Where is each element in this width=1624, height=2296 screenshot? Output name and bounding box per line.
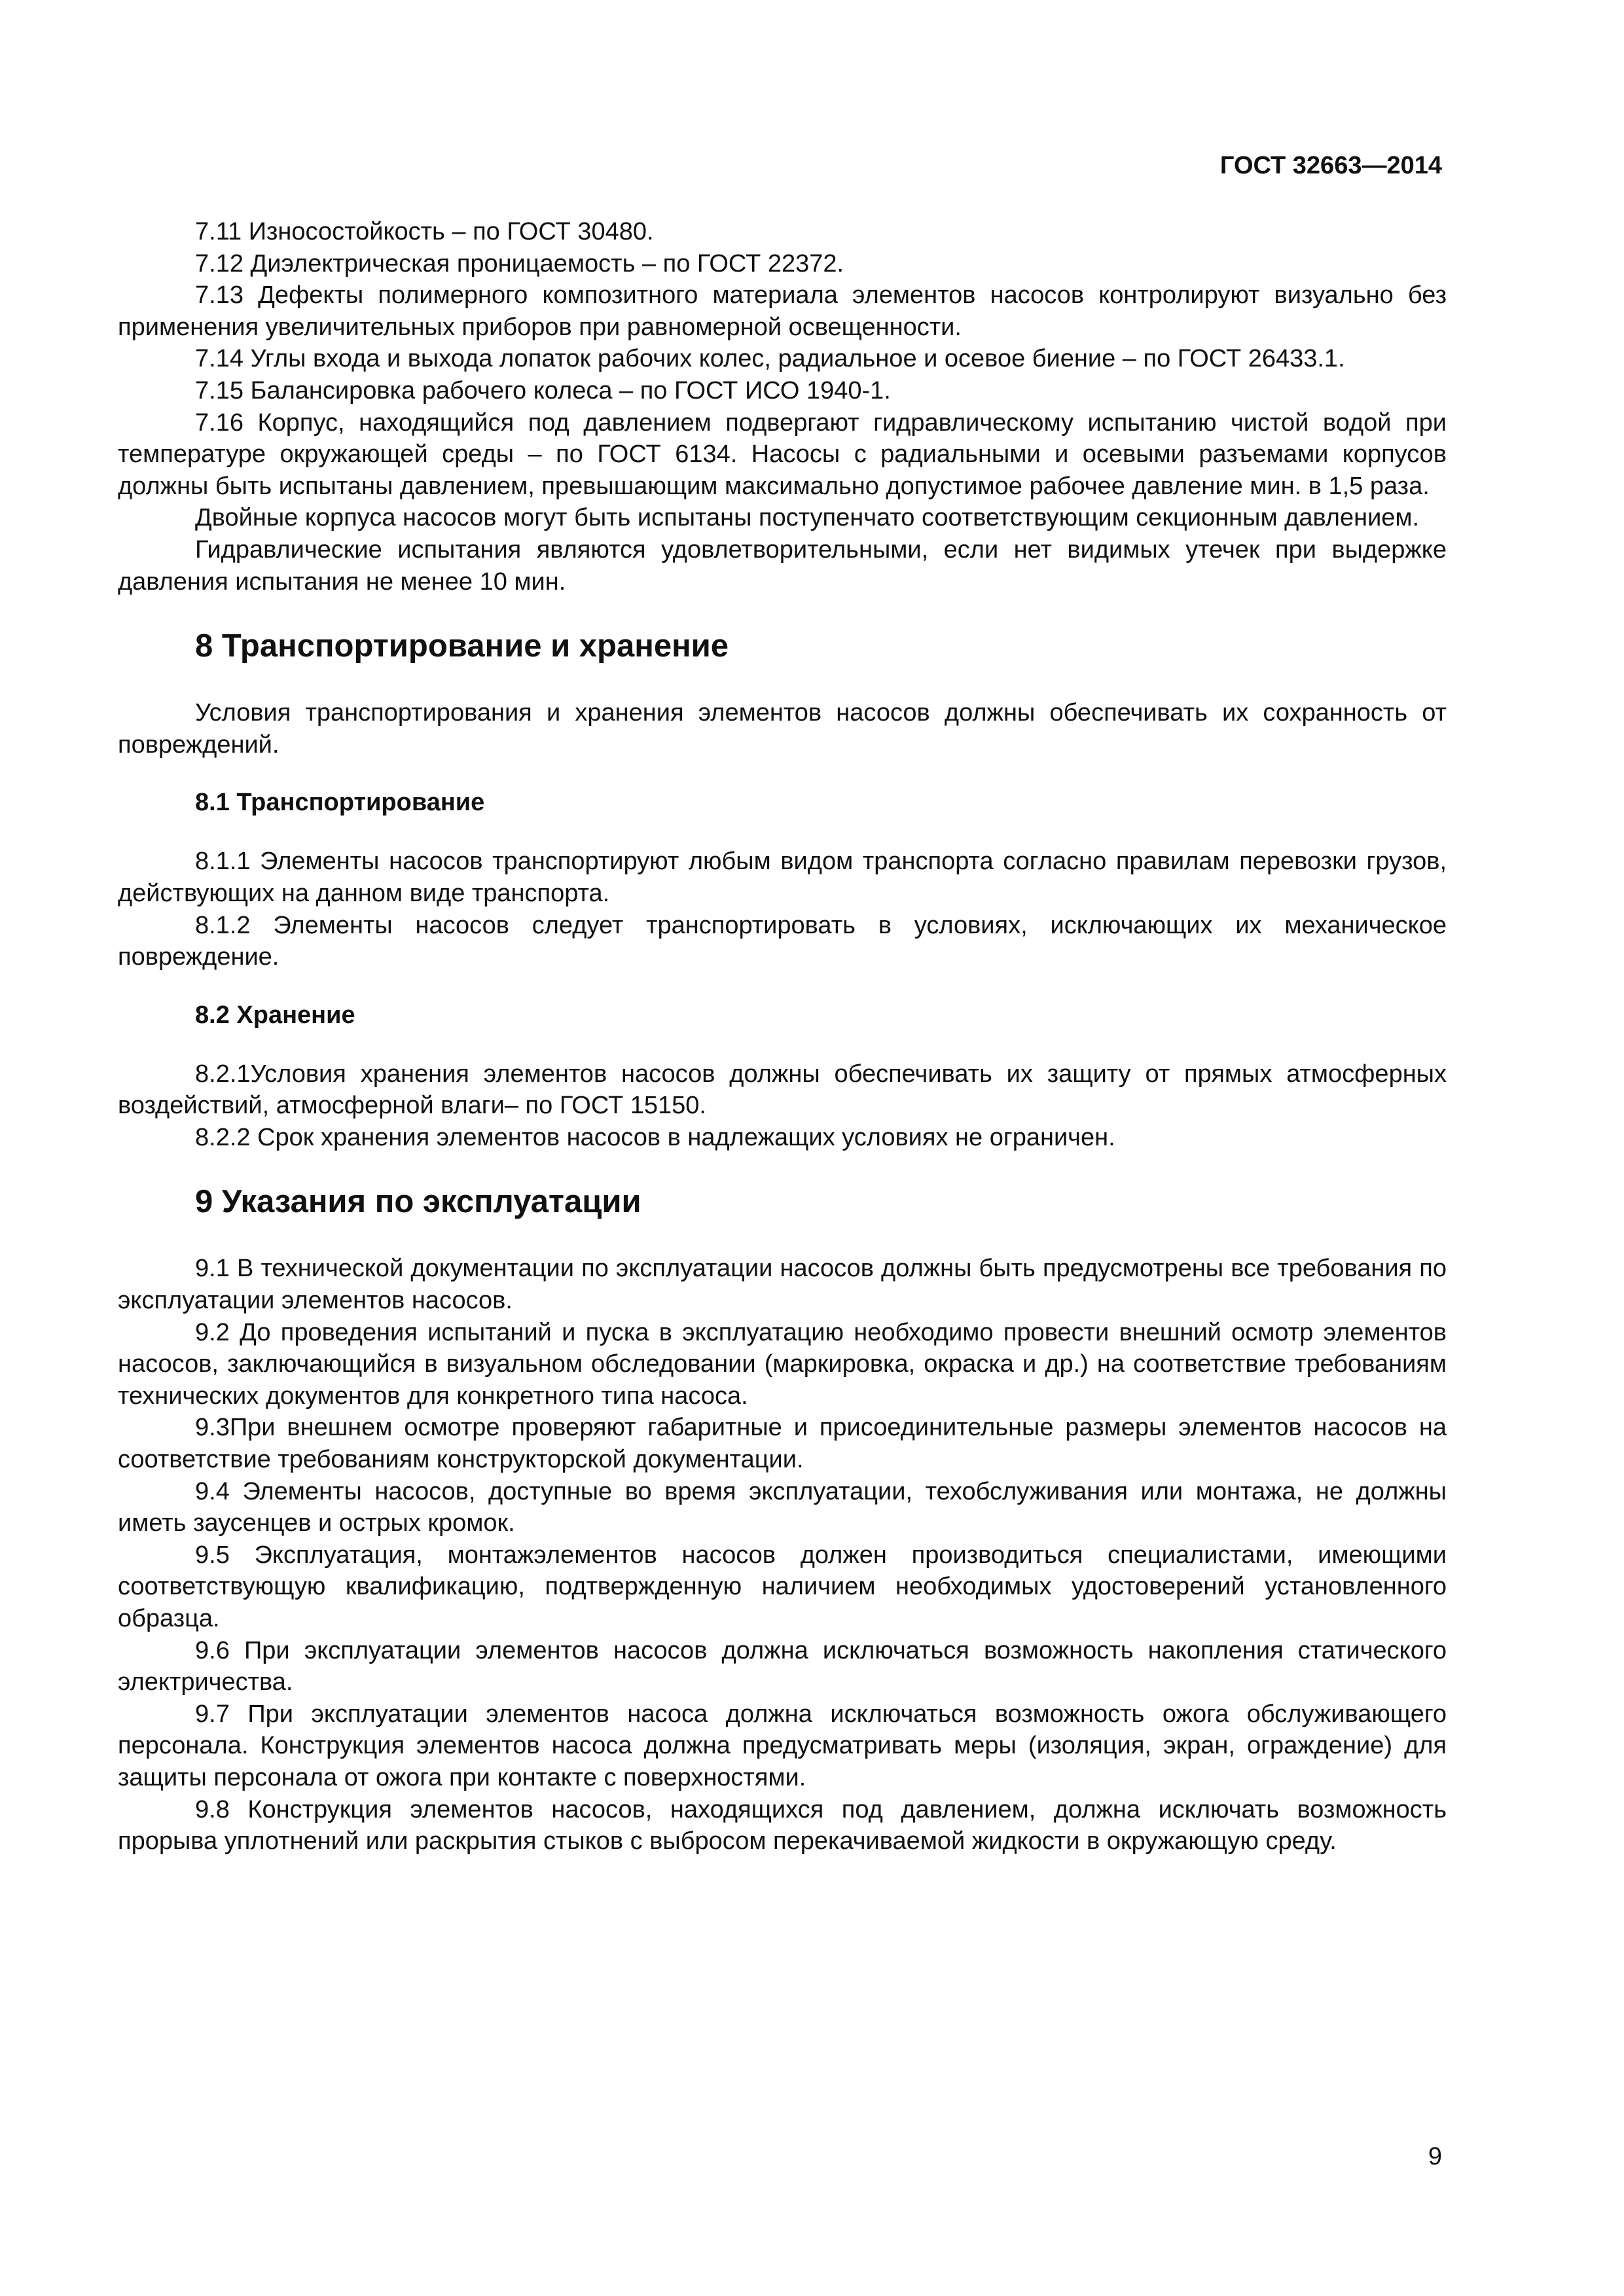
paragraph-hydraulic-tests: Гидравлические испытания являются удовлетворительными, если нет видимых утечек при выдержке давления испытания не менее 10 мин. (118, 535, 1447, 596)
document-code-header: ГОСТ 32663—2014 (1219, 152, 1442, 179)
page-number: 9 (1428, 2143, 1442, 2170)
paragraph-9-4: 9.4 Элементы насосов, доступные во время эксплуатации, техобслуживания или монтажа, не должны иметь заусенцев и острых кромок. (118, 1477, 1447, 1537)
page-content (118, 216, 1447, 1857)
subsection-8-2-heading: 8.2 Хранение (195, 1001, 355, 1029)
paragraph-8-1-2: 8.1.2 Элементы насосов следует транспортировать в условиях, исключающих их механическое повреждение. (118, 911, 1447, 971)
paragraph-7-16: 7.16 Корпус, находящийся под давлением подвергают гидравлическому испытанию чистой водой при температуре окружающей среды – по ГОСТ 6134. Насосы с радиальными и осевыми разъемами корпусов должны быть испытаны давлением, превышающим максимально допустимое рабочее давление мин. в 1,5 раза. (118, 408, 1447, 500)
paragraph-9-2: 9.2 До проведения испытаний и пуска в эксплуатацию необходимо провести внешний осмотр элементов насосов, заключающийся в визуальном обследовании (маркировка, окраска и др.) на соответствие требованиям технических документов для конкретного типа насоса. (118, 1318, 1447, 1410)
paragraph-9-3: 9.3При внешнем осмотре проверяют габаритные и присоединительные размеры элементов насосов на соответствие требованиям конструкторской документации. (118, 1414, 1447, 1474)
section-9-heading: 9 Указания по эксплуатации (195, 1184, 641, 1220)
paragraph-7-14: 7.14 Углы входа и выхода лопаток рабочих колес, радиальное и осевое биение – по ГОСТ 26433.1. (195, 345, 1345, 373)
subsection-8-1-heading: 8.1 Транспортирование (195, 789, 485, 817)
section-7-continuation (118, 216, 1447, 598)
paragraph-8-2-2: 8.2.2 Срок хранения элементов насосов в надлежащих условиях не ограничен. (195, 1123, 1115, 1151)
paragraph-7-11: 7.11 Износостойкость – по ГОСТ 30480. (195, 218, 654, 245)
paragraph-9-1: 9.1 В технической документации по эксплуатации насосов должны быть предусмотрены все требования по эксплуатации элементов насосов. (118, 1255, 1447, 1315)
paragraph-7-15: 7.15 Балансировка рабочего колеса – по ГОСТ ИСО 1940-1. (195, 376, 891, 404)
paragraph-9-6: 9.6 При эксплуатации элементов насосов должна исключаться возможность накопления статического электричества. (118, 1636, 1447, 1696)
paragraph-9-5: 9.5 Эксплуатация, монтажэлементов насосов должен производиться специалистами, имеющими соответствующую квалификацию, подтвержденную наличием необходимых удостоверений установленного образца. (118, 1541, 1447, 1632)
section-8-heading: 8 Транспортирование и хранение (195, 628, 729, 664)
paragraph-8-2-1: 8.2.1Условия хранения элементов насосов должны обеспечивать их защиту от прямых атмосферных воздействий, атмосферной влаги– по ГОСТ 15150. (118, 1060, 1447, 1120)
paragraph-8-1-1: 8.1.1 Элементы насосов транспортируют любым видом транспорта согласно правилам перевозки грузов, действующих на данном виде транспорта. (118, 848, 1447, 907)
paragraph-7-13: 7.13 Дефекты полимерного композитного материала элементов насосов контролируют визуально без применения увеличительных приборов при равномерной освещенности. (118, 281, 1447, 341)
paragraph-7-12: 7.12 Диэлектрическая проницаемость – по ГОСТ 22372. (195, 249, 844, 278)
paragraph-9-7: 9.7 При эксплуатации элементов насоса должна исключаться возможность ожога обслуживающего персонала. Конструкция элементов насоса должна предусматривать меры (изоляция, экран, ограждение) для защиты персонала от ожога при контакте с поверхностями. (118, 1700, 1447, 1791)
paragraph-9-8: 9.8 Конструкция элементов насосов, находящихся под давлением, должна исключать возможность прорыва уплотнений или раскрытия стыков с выбросом перекачиваемой жидкости в окружающую среду. (118, 1795, 1447, 1856)
section-8-intro: Условия транспортирования и хранения элементов насосов должны обеспечивать их сохранность от повреждений. (118, 699, 1447, 759)
paragraph-double-housings: Двойные корпуса насосов могут быть испытаны поступенчато соответствующим секционным давлением. (195, 504, 1420, 532)
